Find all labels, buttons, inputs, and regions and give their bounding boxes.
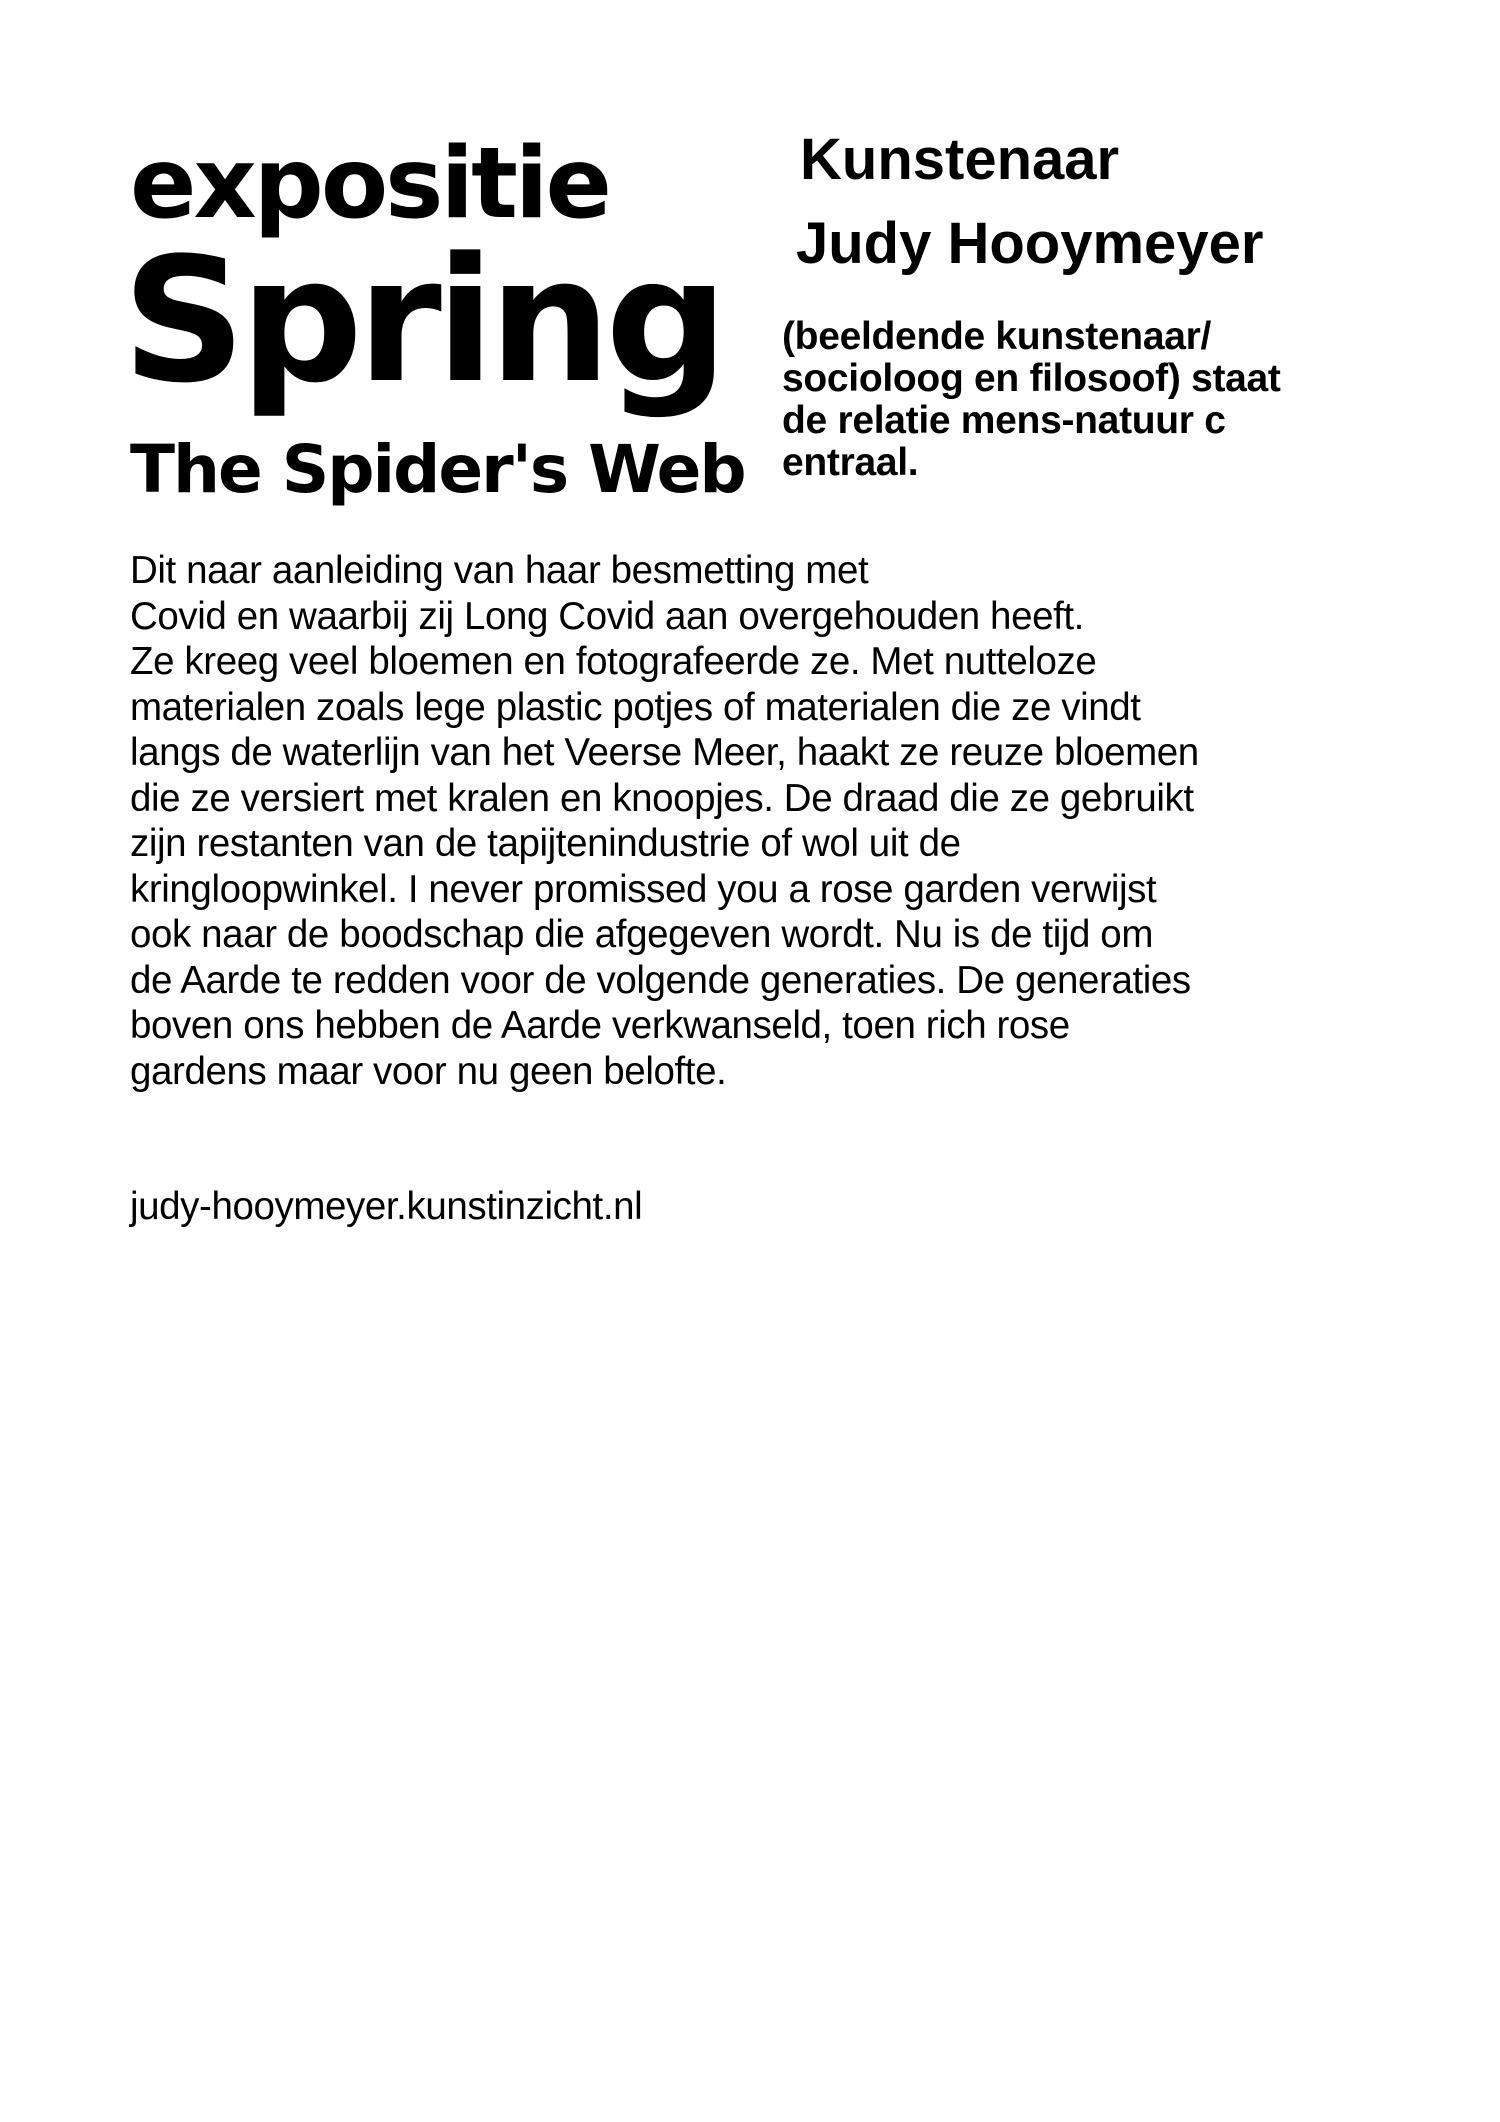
artist-description bbox=[782, 316, 1342, 484]
body-line: die ze versiert met kralen en knoopjes. De draad die ze gebruikt bbox=[130, 776, 1194, 820]
body-line: de Aarde te redden voor de volgende generaties. De generaties bbox=[130, 958, 1191, 1002]
title-spiders-web: The Spider's Web bbox=[130, 431, 745, 508]
body-line: kringloopwinkel. I never promissed you a rose garden verwijst bbox=[130, 867, 1157, 911]
artist-name: Judy Hooymeyer bbox=[796, 211, 1264, 276]
body-line: gardens maar voor nu geen belofte. bbox=[130, 1049, 727, 1093]
body-line: materialen zoals lege plastic potjes of materialen die ze vindt bbox=[130, 685, 1141, 729]
body-line: boven ons hebben de Aarde verkwanseld, toen rich rose bbox=[130, 1004, 1070, 1047]
body-line: Dit naar aanleiding van haar besmetting met bbox=[130, 549, 869, 592]
body-line: Covid en waarbij zij Long Covid aan overgehouden heeft. bbox=[130, 594, 1084, 638]
website-url: judy-hooymeyer.kunstinzicht.nl bbox=[130, 1185, 643, 1228]
body-line: Ze kreeg veel bloemen en fotografeerde ze. Met nutteloze bbox=[130, 640, 1097, 683]
body-line: langs de waterlijn van het Veerse Meer, haakt ze reuze bloemen bbox=[130, 731, 1199, 774]
artist-description-line: entraal. bbox=[782, 441, 919, 484]
artist-description-line: de relatie mens-natuur c bbox=[782, 399, 1226, 442]
body-line: ook naar de boodschap die afgegeven wordt. Nu is de tijd om bbox=[130, 913, 1153, 956]
title-spring: Spring bbox=[122, 220, 723, 421]
artist-description-line: socioloog en filosoof) staat bbox=[782, 357, 1281, 400]
artist-description-line: (beeldende kunstenaar/ bbox=[782, 315, 1212, 358]
title-expositie: expositie bbox=[130, 127, 609, 241]
artist-label: Kunstenaar bbox=[800, 127, 1120, 192]
body-line: zijn restanten van de tapijtenindustrie of wol uit de bbox=[130, 822, 961, 865]
body-paragraph bbox=[130, 548, 1370, 1094]
